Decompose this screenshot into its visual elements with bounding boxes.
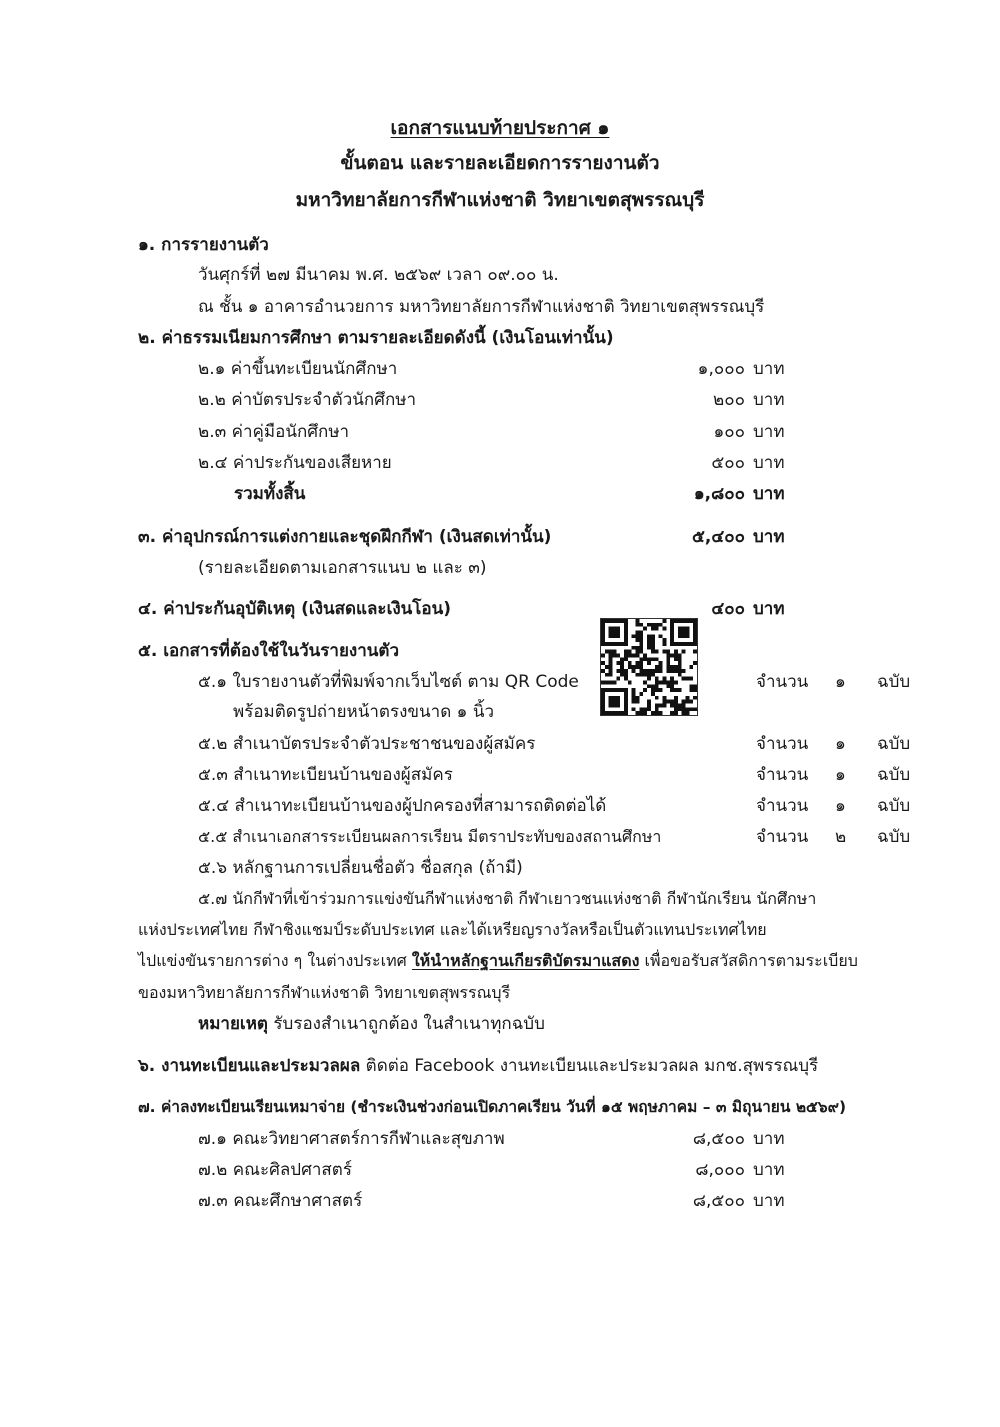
fee-item-amount: ๕๐๐ bbox=[711, 453, 745, 473]
document-item-label: ๕.๒ สำเนาบัตรประจำตัวประชาชนของผู้สมัคร bbox=[198, 734, 536, 754]
university-title: มหาวิทยาลัยการกีฬาแห่งชาติ วิทยาเขตสุพรรณบุรี bbox=[295, 189, 705, 211]
quantity-label: จำนวน bbox=[756, 734, 809, 754]
insurance-amount: ๔๐๐ bbox=[711, 599, 745, 619]
quantity-unit: ฉบับ bbox=[877, 796, 911, 816]
insurance-unit: บาท bbox=[753, 599, 785, 619]
certificate-requirement: ให้นำหลักฐานเกียรติบัตรมาแสดง bbox=[411, 951, 640, 970]
athlete-paragraph-line: แห่งประเทศไทย กีฬาชิงแชมป์ระดับประเทศ และได้เหรียญรางวัลหรือเป็นตัวแทนประเทศไทย bbox=[138, 920, 767, 939]
quantity-label: จำนวน bbox=[756, 796, 809, 816]
quantity-label: จำนวน bbox=[756, 827, 809, 847]
tuition-item-amount: ๘,๕๐๐ bbox=[692, 1129, 745, 1149]
attachment-title: เอกสารแนบท้ายประกาศ ๑ bbox=[390, 117, 610, 139]
section-5-heading: ๕. เอกสารที่ต้องใช้ในวันรายงานตัว bbox=[138, 641, 399, 661]
quantity-unit: ฉบับ bbox=[877, 765, 911, 785]
athlete-paragraph-text: ไปแข่งขันรายการต่าง ๆ ในต่างประเทศ bbox=[138, 951, 407, 970]
section-6-text: ติดต่อ Facebook งานทะเบียนและประมวลผล มกช.สุพรรณบุรี bbox=[365, 1056, 819, 1076]
section-6-line bbox=[138, 1057, 818, 1077]
document-item-label: ๕.๔ สำเนาทะเบียนบ้านของผู้ปกครองที่สามารถติดต่อได้ bbox=[198, 796, 607, 816]
quantity-value: ๑ bbox=[835, 734, 846, 754]
tuition-item-amount: ๘,๕๐๐ bbox=[692, 1191, 745, 1211]
qr-code-icon[interactable] bbox=[600, 618, 698, 716]
athlete-paragraph-line: ของมหาวิทยาลัยการกีฬาแห่งชาติ วิทยาเขตสุพรรณบุรี bbox=[138, 983, 511, 1002]
remark bbox=[198, 1015, 545, 1035]
fee-item-unit: บาท bbox=[753, 453, 785, 473]
quantity-unit: ฉบับ bbox=[877, 827, 911, 847]
tuition-item-label: ๗.๑ คณะวิทยาศาสตร์การกีฬาและสุขภาพ bbox=[198, 1129, 505, 1149]
uniform-note: (รายละเอียดตามเอกสารแนบ ๒ และ ๓) bbox=[198, 558, 487, 578]
document-item-continuation: พร้อมติดรูปถ่ายหน้าตรงขนาด ๑ นิ้ว bbox=[233, 702, 494, 722]
tuition-item-unit: บาท bbox=[753, 1160, 785, 1180]
quantity-label: จำนวน bbox=[756, 765, 809, 785]
document-item-label: ๕.๕ สำเนาเอกสารระเบียนผลการเรียน มีตราประทับของสถานศึกษา bbox=[198, 827, 662, 846]
quantity-value: ๑ bbox=[835, 796, 846, 816]
fee-item-amount: ๑,๐๐๐ bbox=[697, 359, 745, 379]
athlete-paragraph-line: ๕.๗ นักกีฬาที่เข้าร่วมการแข่งขันกีฬาแห่งชาติ กีฬาเยาวชนแห่งชาติ กีฬานักเรียน นักศึกษา bbox=[198, 889, 817, 908]
fee-total-label: รวมทั้งสิ้น bbox=[234, 484, 306, 504]
section-6-heading: ๖. งานทะเบียนและประมวลผล bbox=[138, 1056, 361, 1076]
fee-item-unit: บาท bbox=[753, 359, 785, 379]
athlete-paragraph-text: เพื่อขอรับสวัสดิการตามระเบียบ bbox=[644, 951, 858, 970]
quantity-value: ๑ bbox=[835, 765, 846, 785]
fee-item-unit: บาท bbox=[753, 390, 785, 410]
fee-item-label: ๒.๒ ค่าบัตรประจำตัวนักศึกษา bbox=[198, 390, 416, 410]
quantity-value: ๑ bbox=[835, 672, 846, 692]
fee-item-unit: บาท bbox=[753, 422, 785, 442]
fee-item-amount: ๑๐๐ bbox=[713, 422, 745, 442]
fee-item-label: ๒.๑ ค่าขึ้นทะเบียนนักศึกษา bbox=[198, 359, 398, 379]
document-item-label: ๕.๑ ใบรายงานตัวที่พิมพ์จากเว็บไซต์ ตาม QR Code bbox=[198, 672, 579, 692]
athlete-paragraph-line bbox=[138, 952, 858, 970]
section-1-heading: ๑. การรายงานตัว bbox=[138, 235, 269, 255]
fee-item-amount: ๒๐๐ bbox=[713, 390, 745, 410]
section-7-heading: ๗. ค่าลงทะเบียนเรียนเหมาจ่าย (ชำระเงินช่วงก่อนเปิดภาคเรียน วันที่ ๑๕ พฤษภาคม – ๓ มิถุนายน ๒๕๖๙) bbox=[138, 1098, 847, 1116]
tuition-item-unit: บาท bbox=[753, 1129, 785, 1149]
procedure-title: ขั้นตอน และรายละเอียดการรายงานตัว bbox=[340, 152, 660, 174]
quantity-unit: ฉบับ bbox=[877, 672, 911, 692]
uniform-amount: ๕,๔๐๐ bbox=[692, 527, 745, 547]
fee-total-unit: บาท bbox=[753, 484, 785, 504]
quantity-unit: ฉบับ bbox=[877, 734, 911, 754]
tuition-item-amount: ๘,๐๐๐ bbox=[695, 1160, 745, 1180]
section-4-heading: ๔. ค่าประกันอุบัติเหตุ (เงินสดและเงินโอน) bbox=[138, 599, 452, 619]
fee-item-label: ๒.๓ ค่าคู่มือนักศึกษา bbox=[198, 422, 350, 442]
report-date: วันศุกร์ที่ ๒๗ มีนาคม พ.ศ. ๒๕๖๙ เวลา ๐๙.๐๐ น. bbox=[198, 265, 559, 285]
document-item-label: ๕.๖ หลักฐานการเปลี่ยนชื่อตัว ชื่อสกุล (ถ้ามี) bbox=[198, 858, 523, 878]
uniform-unit: บาท bbox=[753, 527, 785, 547]
document-item-label: ๕.๓ สำเนาทะเบียนบ้านของผู้สมัคร bbox=[198, 765, 453, 785]
section-3-heading: ๓. ค่าอุปกรณ์การแต่งกายและชุดฝึกกีฬา (เงินสดเท่านั้น) bbox=[138, 527, 552, 547]
remark-text: รับรองสำเนาถูกต้อง ในสำเนาทุกฉบับ bbox=[273, 1014, 545, 1034]
fee-total-amount: ๑,๘๐๐ bbox=[693, 484, 745, 504]
remark-label: หมายเหตุ bbox=[198, 1014, 268, 1034]
section-2-heading: ๒. ค่าธรรมเนียมการศึกษา ตามรายละเอียดดังนี้ (เงินโอนเท่านั้น) bbox=[138, 328, 614, 348]
quantity-value: ๒ bbox=[835, 827, 847, 847]
tuition-item-label: ๗.๓ คณะศึกษาศาสตร์ bbox=[198, 1191, 363, 1211]
fee-item-label: ๒.๔ ค่าประกันของเสียหาย bbox=[198, 453, 392, 473]
report-place: ณ ชั้น ๑ อาคารอำนวยการ มหาวิทยาลัยการกีฬาแห่งชาติ วิทยาเขตสุพรรณบุรี bbox=[198, 297, 765, 317]
tuition-item-label: ๗.๒ คณะศิลปศาสตร์ bbox=[198, 1160, 352, 1180]
tuition-item-unit: บาท bbox=[753, 1191, 785, 1211]
quantity-label: จำนวน bbox=[756, 672, 809, 692]
